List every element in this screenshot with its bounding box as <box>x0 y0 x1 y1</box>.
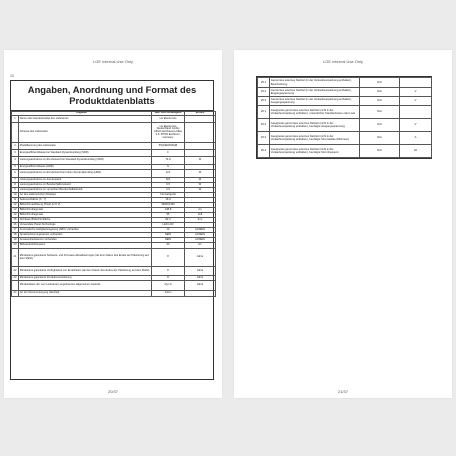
table-row <box>258 106 432 119</box>
row-label: Mindestens garantierte Verfügbarkeit von Ersatzteilen (ab dem Datum des Endes der Platzierung auf dem Markt): <box>19 267 152 276</box>
row-value: 16:9 <box>152 198 185 203</box>
row-unit: Hz <box>185 243 216 249</box>
row-number: 17 <box>12 228 19 233</box>
datasheet-title <box>11 81 213 111</box>
row-number: 11 <box>12 198 19 203</box>
row-label: Bildschirmdiagonale <box>19 213 152 218</box>
row-unit: Jahre <box>185 281 216 291</box>
row-value: N/A <box>360 78 400 88</box>
row-unit: Jahre <box>185 276 216 281</box>
row-unit: Jahre <box>185 249 216 267</box>
row-value: JA <box>152 228 185 233</box>
row-label: Bildschirmauflösung (Pixel) (H X V) <box>19 203 152 208</box>
row-unit <box>185 123 216 143</box>
power-supply-table-box <box>256 76 432 159</box>
row-value: 8 <box>152 267 185 276</box>
row-value: 2.0 <box>152 188 185 193</box>
row-label: Mindestens garantierte Software- und Firmware-Aktualisierungen (ab dem Datum des Endes der Platzierung auf dem Markt): <box>19 249 152 267</box>
row-value: 8 <box>152 249 185 267</box>
row-unit: Hz <box>400 145 432 158</box>
row-unit <box>400 106 432 119</box>
row-number: 5 <box>12 165 19 170</box>
row-unit <box>400 78 432 88</box>
row-value: N/A <box>360 145 400 158</box>
table-row <box>12 116 216 123</box>
row-unit: A <box>400 132 432 145</box>
row-unit: V <box>400 119 432 132</box>
row-label: Geeignetes genormtes externes Netzteil (nicht in der Verkaufsverpackung enthalten), unterstützter Standardname oder Liste <box>270 106 360 119</box>
row-value: LED LCD <box>152 223 185 228</box>
row-unit: Jahre <box>185 267 216 276</box>
row-number: 8 <box>12 183 19 188</box>
row-number: 19 <box>12 238 19 243</box>
row-unit <box>185 143 216 150</box>
row-unit <box>185 116 216 123</box>
table-row <box>12 150 216 157</box>
table-row <box>258 132 432 145</box>
row-value: 0.5 <box>152 183 185 188</box>
page-top-number: 10 <box>10 74 14 78</box>
row-label: Spracherkennungssensor vorhanden <box>19 233 152 238</box>
page-footer: 21/37 <box>337 389 348 394</box>
row-label: Leistungsaufnahme im vernetzten Bereitschaftsbetrieb <box>19 188 152 193</box>
row-value: NEIN <box>152 238 185 243</box>
product-datasheet-box <box>10 80 214 380</box>
row-unit: W <box>185 157 216 165</box>
row-number: 14 <box>12 213 19 218</box>
row-number: 15 <box>12 218 19 223</box>
row-label: Art der Stromversorgung (Netzteil) <box>19 291 152 297</box>
page-header: LGE Internal Use Only <box>92 59 134 64</box>
row-label: Leistungsaufnahme im Ein-Zustand bei Standard-Dynamikumfang (SDR) <box>19 157 152 165</box>
row-value: 121 <box>152 170 185 178</box>
row-unit: cm <box>185 208 216 213</box>
table-row <box>258 119 432 132</box>
row-label: Genormtes externes Netzteil (in der Verkaufsverpackung enthalten), Beschreibung <box>270 78 360 88</box>
row-number: 21 <box>12 249 19 267</box>
row-number: 7 <box>12 178 19 183</box>
row-unit: JA/NEIN <box>185 228 216 233</box>
row-label: Verwendete Panel-Technologie <box>19 223 152 228</box>
row-value: 82.3 <box>152 218 185 223</box>
power-supply-table <box>257 77 432 158</box>
row-label: Energieeffizienzklasse (HDR) <box>19 165 152 170</box>
row-number: 23 <box>12 276 19 281</box>
row-number: 25.2 <box>258 88 270 97</box>
column-header: Einheit <box>185 112 216 116</box>
title-line-1: Angaben, Anordnung und Format des <box>27 84 197 95</box>
row-number: 25.3 <box>258 97 270 106</box>
row-number: 25.1 <box>258 78 270 88</box>
table-row <box>12 249 216 267</box>
table-row <box>12 267 216 276</box>
row-number: 26.1 <box>258 106 270 119</box>
row-value: 8 <box>152 276 185 281</box>
row-label: Bildschirmdiagonale <box>19 208 152 213</box>
row-value: 55 <box>152 213 185 218</box>
row-number: 26.2 <box>258 119 270 132</box>
row-label: Genormtes externes Netzteil (in der Verkaufsverpackung enthalten), Ausgangsspannung <box>270 97 360 106</box>
row-value: N/A <box>152 178 185 183</box>
row-value: N/A <box>360 119 400 132</box>
row-unit: W <box>185 170 216 178</box>
row-unit: W <box>185 183 216 188</box>
row-unit: V <box>400 88 432 97</box>
row-value: LG Electronics Deutschland GmbH Alfred-Herrhausen-Allee 3-5, 65760 Eschborn, Germany <box>152 123 185 143</box>
row-label: Mindestens garantierte Produktunterstützung <box>19 276 152 281</box>
row-value: Intern <box>152 291 185 297</box>
row-number: 3 <box>12 150 19 157</box>
row-number: 9 <box>12 188 19 193</box>
table-row <box>258 88 432 97</box>
datasheet-table <box>11 111 216 297</box>
table-row <box>12 281 216 291</box>
row-number: 13 <box>12 208 19 213</box>
table-row <box>12 143 216 150</box>
row-label: Sichtbare Bildschirmfläche <box>19 218 152 223</box>
row-number: 4 <box>12 157 19 165</box>
row-label: Geeignetes genormtes externes Netzteil (nicht in der Verkaufsverpackung enthalten), benötigte Ausgangsspannung <box>270 119 360 132</box>
row-unit <box>185 291 216 297</box>
row-value: F <box>152 150 185 157</box>
row-unit: V <box>400 97 432 106</box>
row-unit: JA/NEIN <box>185 233 216 238</box>
row-value: N/A <box>360 88 400 97</box>
row-number: 18 <box>12 233 19 238</box>
table-row <box>12 123 216 143</box>
row-label: Automatische Helligkeitsregelung (ABC) vorhanden <box>19 228 152 233</box>
row-number: 6 <box>12 170 19 178</box>
row-label: Genormtes externes Netzteil (in der Verkaufsverpackung enthalten), Eingangsspannung <box>270 88 360 97</box>
row-value: 60 <box>152 243 185 249</box>
column-header: Wert und Genauigkeit <box>152 112 185 116</box>
row-unit: W <box>185 178 216 183</box>
row-label: Modellkennung des Lieferanten <box>19 143 152 150</box>
row-value: N/A <box>360 106 400 119</box>
row-number <box>12 123 19 143</box>
row-label: Bildwiederholfrequenz <box>19 243 152 249</box>
row-label: Leistungsaufnahme im Aus-Zustand <box>19 178 152 183</box>
row-label: Leistungsaufnahme im Ein-Zustand bei hohem Dynamikumfang (HDR) <box>19 170 152 178</box>
table-row <box>12 170 216 178</box>
row-label: Anwesenheitssensor vorhanden <box>19 238 152 243</box>
row-number: 1 <box>12 116 19 123</box>
table-row <box>12 291 216 297</box>
row-label: Leistungsaufnahme im Bereitschaftszustand <box>19 183 152 188</box>
row-value: G <box>152 165 185 170</box>
row-value: 3840X2160 <box>152 203 185 208</box>
row-number: 22 <box>12 267 19 276</box>
row-unit: W <box>185 188 216 193</box>
row-number: 12 <box>12 203 19 208</box>
row-value: N/A <box>360 132 400 145</box>
table-row <box>258 78 432 88</box>
row-number: 20 <box>12 243 19 249</box>
row-unit: JA/NEIN <box>185 238 216 243</box>
row-number: 24 <box>12 291 19 297</box>
row-unit: dm² <box>185 218 216 223</box>
left-page <box>4 50 222 398</box>
row-label: Geeignetes genormtes externes Netzteil (nicht in der Verkaufsverpackung enthalten), benötigte Stromfrequenz <box>270 145 360 158</box>
row-unit: Zoll <box>185 213 216 218</box>
row-value: NEIN <box>152 233 185 238</box>
row-label: Mindestdauer der vom Lieferanten angebotenen allgemeinen Garantie <box>19 281 152 291</box>
row-label: Name oder Handelsmarke des Lieferanten <box>19 116 152 123</box>
page-footer: 20/37 <box>107 389 118 394</box>
row-value: LG Electronics <box>152 116 185 123</box>
right-page <box>234 50 452 398</box>
row-number: 26.3 <box>258 132 270 145</box>
row-value: Fernsehgerät <box>152 193 185 198</box>
row-value: 55QNED826QB <box>152 143 185 150</box>
row-value: 138.8 <box>152 208 185 213</box>
title-line-2: Produktdatenblatts <box>69 95 155 106</box>
row-label: Geeignetes genormtes externes Netzteil (nicht in der Verkaufsverpackung enthalten), benötigte Stromstärke (Minimum) <box>270 132 360 145</box>
table-row <box>258 97 432 106</box>
row-value: N/A <box>360 97 400 106</box>
power-supply-rows <box>258 78 432 158</box>
row-number: 10 <box>12 193 19 198</box>
row-number: 16 <box>12 223 19 228</box>
page-header: LGE Internal Use Only <box>322 59 364 64</box>
row-number <box>12 281 19 291</box>
table-row <box>12 157 216 165</box>
row-value: 2(yr.1) <box>152 281 185 291</box>
row-label: Art des elektronischen Displays <box>19 193 152 198</box>
row-number: 2 <box>12 143 19 150</box>
row-label: Adresse des Lieferanten <box>19 123 152 143</box>
row-value: 74.8 <box>152 157 185 165</box>
row-label: Seitenverhältnis (X : Y) <box>19 198 152 203</box>
row-unit <box>185 150 216 157</box>
datasheet-rows <box>12 116 216 297</box>
table-row <box>258 145 432 158</box>
row-label: Energieeffizienzklasse bei Standard-Dynamikumfang (SDR) <box>19 150 152 157</box>
row-number: 26.4 <box>258 145 270 158</box>
column-header: Angaben <box>12 112 152 116</box>
